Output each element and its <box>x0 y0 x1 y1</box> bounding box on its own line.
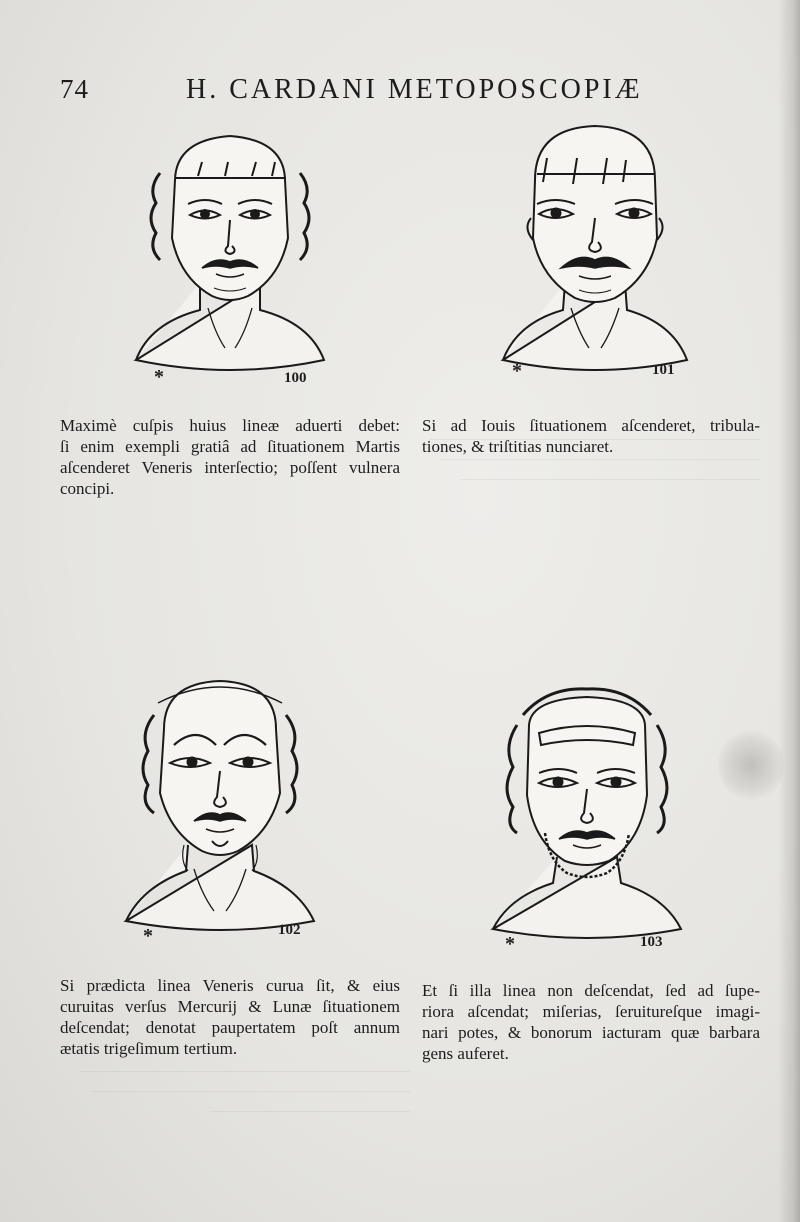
face-illustration-103 <box>487 685 687 955</box>
caption-line: aſcenderet Veneris interſectio; poſſent vulnera <box>60 458 400 477</box>
caption-line: deſcendat; denotat paupertatem poſt annum <box>60 1018 400 1037</box>
face-illustration-100 <box>130 118 330 388</box>
caption-line: riora aſcendat; miſerias, ſeruitureſque imagi- <box>422 1002 760 1021</box>
caption-line: Maximè cuſpis huius lineæ aduerti debet: <box>60 416 400 435</box>
face-drawing <box>487 685 687 955</box>
page-number: 74 <box>60 74 89 104</box>
caption-line: ſi enim exempli gratiâ ad ſituationem Martis <box>60 437 400 456</box>
figure-mark: * <box>512 360 522 382</box>
figure-number: 102 <box>278 922 301 938</box>
bleed-through-text <box>70 1052 410 1112</box>
figure-mark: * <box>505 933 515 955</box>
caption-line: gens auferet. <box>422 1044 509 1063</box>
paper-stain <box>718 730 784 800</box>
caption-line: Si ad Iouis ſituationem aſcenderet, tribula- <box>422 416 760 435</box>
caption-line: tiones, & triſtitias nunciaret. <box>422 437 614 456</box>
face-illustration-101 <box>495 118 695 388</box>
caption-line: curuitas verſus Mercurij & Lunæ ſituationem <box>60 997 400 1016</box>
face-drawing <box>120 675 320 945</box>
page-gutter-shadow <box>778 0 800 1222</box>
caption-figure-101 <box>422 415 760 457</box>
caption-line: Si prædicta linea Veneris curua ſit, & eius <box>60 976 400 995</box>
figure-number: 101 <box>652 362 675 378</box>
caption-figure-103 <box>422 980 760 1064</box>
caption-line: nari potes, & bonorum iacturam quæ barbara <box>422 1023 760 1042</box>
face-illustration-102 <box>120 675 320 945</box>
caption-line: ætatis trigeſimum tertium. <box>60 1039 238 1058</box>
figure-number: 100 <box>284 370 307 386</box>
figure-number: 103 <box>640 934 663 950</box>
face-drawing <box>495 118 695 388</box>
figure-mark: * <box>154 366 164 388</box>
face-drawing <box>130 118 330 388</box>
figure-mark: * <box>143 925 153 947</box>
caption-figure-102 <box>60 975 400 1059</box>
caption-figure-100 <box>60 415 400 499</box>
caption-line: concipi. <box>60 479 115 498</box>
caption-line: Et ſi illa linea non deſcendat, ſed ad ſupe- <box>422 981 760 1000</box>
page-header <box>0 74 800 114</box>
running-head: H. CARDANI METOPOSCOPIÆ <box>186 74 643 105</box>
